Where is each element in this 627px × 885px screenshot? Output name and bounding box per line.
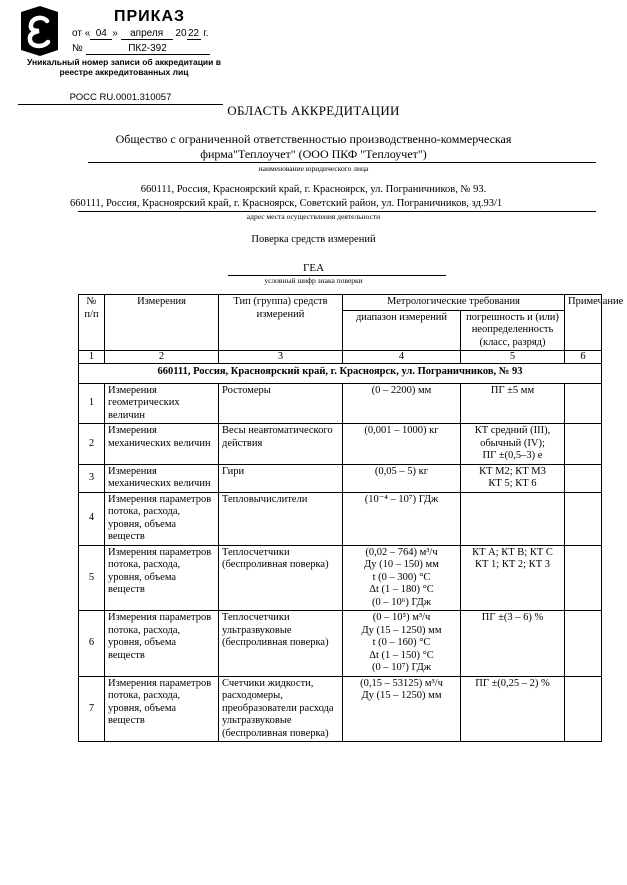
address-line1: 660111, Россия, Красноярский край, г. Красноярск, ул. Пограничников, № 93. [140,184,487,195]
row-measurement: Измерения параметров потока, расхода, уровня, объема веществ [105,545,219,611]
row-number: 3 [79,464,105,492]
date-year: 22 [187,28,200,39]
row-number: 4 [79,492,105,545]
error-line: КТ 1; КТ 2; КТ 3 [475,559,550,570]
row-number: 6 [79,611,105,677]
row-measurement: Измерения параметров потока, расхода, уровня, объема веществ [105,676,219,742]
row-range [343,424,461,465]
header-measurements: Измерения [105,295,219,351]
range-line: (0 – 10⁷) ГДж [371,662,432,673]
row-measurement: Измерения механических величин [105,464,219,492]
row-error [461,492,565,545]
range-line: Ду (15 – 1250) мм [361,690,442,701]
code-caption: условный шифр знака поверки [264,276,363,285]
header-error: погрешность и (или) неопределенность (класс, разряд) [461,310,565,351]
accreditation-table [78,294,624,742]
number-label: № [72,43,83,54]
col-number: 4 [343,351,461,364]
header-metrological: Метрологические требования [343,295,565,311]
service-type: Поверка средств измерений [251,234,376,245]
row-range [343,383,461,424]
row-measurement: Измерения параметров потока, расхода, уровня, объема веществ [105,492,219,545]
table-row [79,464,602,492]
col-number: 5 [461,351,565,364]
date-day: 04 [90,28,112,40]
site-address: 660111, Россия, Красноярский край, г. Красноярск, ул. Пограничников, № 93 [79,364,602,384]
order-stamp [18,6,230,106]
row-note [565,424,602,465]
row-note [565,676,602,742]
range-line: (0,05 – 5) кг [374,465,429,477]
row-measurement: Измерения геометрических величин [105,383,219,424]
range-line: (0,02 – 764) м³/ч [365,546,438,558]
address-caption: адрес места осуществления деятельности [246,212,381,221]
header-type: Тип (группа) средств измерений [219,295,343,351]
range-line: Δt (1 – 150) °C [369,649,434,661]
row-error [461,424,565,465]
row-range [343,676,461,742]
date-month: апреля [121,28,173,40]
range-line: Δt (1 – 180) °C [369,584,434,595]
range-line: (10⁻⁴ – 10⁷) ГДж [364,493,439,505]
row-instrument-type: Теплосчетчики (беспроливная поверка) [219,545,343,611]
range-line: (0,15 – 53125) м³/ч [360,677,443,689]
header-note: Примечание [565,295,602,351]
header-num: № п/п [79,295,105,351]
row-range [343,492,461,545]
range-line: Ду (10 – 150) мм [364,559,439,570]
header-range: диапазон измерений [343,310,461,351]
page-title: ОБЛАСТЬ АККРЕДИТАЦИИ [227,103,400,118]
row-range [343,611,461,677]
table-row [79,492,602,545]
row-error [461,676,565,742]
error-line: ПГ ±5 мм [490,384,535,396]
row-number: 1 [79,383,105,424]
row-range [343,545,461,611]
date-from-label: от « [72,28,91,39]
order-number [72,43,210,55]
table-row [79,545,602,611]
org-name-line1: Общество с ограниченной ответственностью производственно-коммерческая [115,132,512,146]
error-line: ПГ ±(0,5–3) е [482,450,543,461]
date-year-prefix: 20 [175,28,187,39]
address-line2: 660111, Россия, Красноярский край, г. Красноярск, Советский район, ул. Пограничников, зд.93/1 [70,198,503,209]
row-note [565,383,602,424]
column-number-row [79,351,602,364]
row-instrument-type: Гири [219,464,343,492]
table-row [79,424,602,465]
col-number: 1 [79,351,105,364]
col-number: 6 [565,351,602,364]
row-range [343,464,461,492]
order-title: ПРИКАЗ [114,8,186,25]
error-line: ПГ ±(3 – 6) % [481,612,544,623]
error-line: КТ М2; КТ М3 [479,465,546,477]
range-line: Ду (15 – 1250) мм [361,624,442,636]
col-number: 3 [219,351,343,364]
table-row [79,611,602,677]
row-error [461,383,565,424]
row-note [565,464,602,492]
row-number: 5 [79,545,105,611]
row-number: 2 [79,424,105,465]
row-error [461,464,565,492]
order-date [72,28,209,40]
range-line: (0 – 10⁶) ГДж [371,596,432,608]
range-line: (0 – 10⁵) м³/ч [372,612,431,623]
site-address-row [79,364,602,384]
col-number: 2 [105,351,219,364]
error-line: КТ средний (III), обычный (IV); [474,425,551,449]
row-measurement: Измерения параметров потока, расхода, уровня, объема веществ [105,611,219,677]
date-quote: » [112,28,118,39]
row-note [565,611,602,677]
range-line: (0,001 – 1000) кг [364,425,439,436]
row-note [565,545,602,611]
row-measurement: Измерения механических величин [105,424,219,465]
row-number: 7 [79,676,105,742]
range-line: t (0 – 160) °C [372,637,431,648]
row-note [565,492,602,545]
row-instrument-type: Счетчики жидкости, расходомеры, преобразователи расхода ультразвуковые (беспроливная поверка) [219,676,343,742]
range-line: t (0 – 300) °C [372,571,431,583]
mark-code: ГЕА [302,262,325,274]
number-value: ПК2-392 [86,43,210,55]
date-year-suffix: г. [203,28,209,39]
org-caption: наименование юридического лица [258,164,369,173]
error-line: КТ А; КТ В; КТ С [472,546,553,558]
row-instrument-type: Ростомеры [219,383,343,424]
accreditation-logo-icon [18,6,62,56]
range-line: (0 – 2200) мм [371,384,432,396]
row-error [461,611,565,677]
error-line: ПГ ±(0,25 – 2) % [475,677,550,689]
row-instrument-type: Тепловычислители [219,492,343,545]
row-instrument-type: Теплосчетчики ультразвуковые (беспроливная поверка) [219,611,343,677]
error-line: КТ 5; КТ 6 [488,478,537,489]
registry-number: РОСС RU.0001.310057 [18,92,223,105]
registry-text: Уникальный номер записи об аккредитации в реестре аккредитованных лиц [27,57,221,77]
org-name-line2: фирма"Теплоучет" (ООО ПКФ "Теплоучет") [200,147,427,161]
row-instrument-type: Весы неавтоматического действия [219,424,343,465]
table-row [79,383,602,424]
org-underline [88,162,596,163]
table-row [79,676,602,742]
row-error [461,545,565,611]
